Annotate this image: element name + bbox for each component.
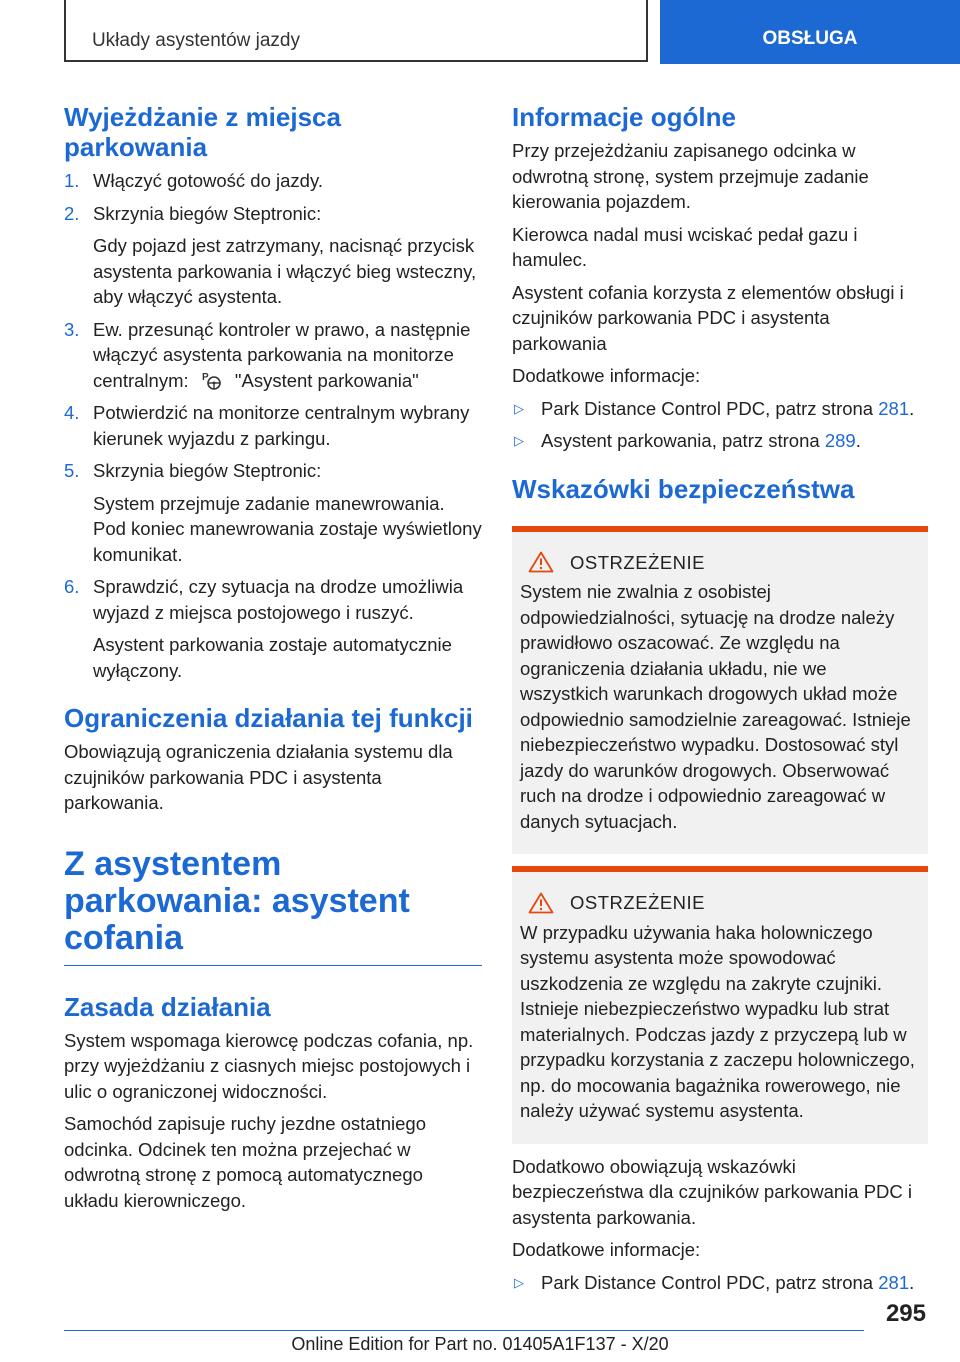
bullet-triangle-icon: ▷ xyxy=(514,400,524,416)
step-item xyxy=(64,168,482,194)
bullet-triangle-icon: ▷ xyxy=(514,1274,524,1290)
leaving-steps xyxy=(64,168,482,683)
link-text: Asystent parkowania, patrz strona xyxy=(541,430,820,451)
general-paragraph: Kierowca nadal musi wciskać pedał gazu i hamulec. xyxy=(512,223,858,270)
step-text: Ew. przesunąć kontroler w prawo, a następnie włączyć asystenta parkowania na monitorze centralnym: xyxy=(93,318,471,391)
warning-box xyxy=(512,526,928,855)
warning-text: W przypadku używania haka holowniczego systemu asystenta może spowodować uszkodzenia ze względu na zakryte czujniki. Istnieje niebezpieczeństwo wypadku lub strat materialnych. Podczas jazdy z przyczepą lub w przypadku korzystania z zaczepu holowniczego, np. do mocowania bagażnika rowerowego, nie należy używać systemu asystenta. xyxy=(520,921,915,1121)
step-item xyxy=(64,458,482,567)
step-number: 1. xyxy=(64,170,80,191)
step-subtext: Asystent parkowania zostaje automatycznie wyłączony. xyxy=(93,634,452,681)
edition-footer: Online Edition for Part no. 01405A1F137 - X/20 xyxy=(291,1334,669,1354)
main-heading: Z asystentem parkowania: asystent cofania xyxy=(64,846,482,966)
step-text: Włączyć gotowość do jazdy. xyxy=(93,170,323,191)
more-info-label: Dodatkowe informacje: xyxy=(512,1239,701,1260)
step-number: 2. xyxy=(64,202,80,224)
warning-triangle-icon xyxy=(528,551,554,573)
more-info-label: Dodatkowe informacje: xyxy=(512,365,701,386)
page-link[interactable]: 281 xyxy=(878,397,910,419)
chapter-title: Układy asystentów jazdy xyxy=(91,30,300,51)
warning-triangle-icon xyxy=(528,892,554,914)
left-column xyxy=(64,102,482,1220)
warning-box xyxy=(512,866,928,1144)
list-item xyxy=(512,428,928,454)
step-text: Sprawdzić, czy sytuacja na drodze umożliwia wyjazd z miejsca postojowego i ruszyć. xyxy=(93,576,464,623)
list-item xyxy=(512,396,928,422)
step-item xyxy=(64,574,482,683)
safety-links xyxy=(512,1270,928,1296)
page-link[interactable]: 289 xyxy=(824,430,856,451)
general-links xyxy=(512,396,928,454)
step-item xyxy=(64,201,482,310)
step-text: Potwierdzić na monitorze centralnym wybrany kierunek wyjazdu z parkingu. xyxy=(93,402,470,449)
safety-paragraph: Dodatkowo obowiązują wskazówki bezpieczeństwa dla czujników parkowania PDC i asystenta parkowania. xyxy=(512,1155,912,1228)
warning-header xyxy=(520,550,920,576)
step-text: Skrzynia biegów Steptronic: xyxy=(93,460,322,481)
svg-text:P: P xyxy=(201,371,209,383)
warning-text: System nie zwalnia z osobistej odpowiedzialności, sytuację na drodze należy prawidłowo oszacować. Ze względu na ograniczenia działania układu, nie we wszystkich warunkach drogowych układ może odpowiednio samodzielnie zareagować. Istnieje niebezpieczeństwo wypadku. Dostosować styl jazdy do warunków drogowych. Obserwować ruch na drodze i odpowiednio zareagować w danych sytuacjach. xyxy=(520,581,911,832)
parking-assistant-icon xyxy=(202,370,222,390)
warning-header xyxy=(520,890,920,916)
step-item xyxy=(64,400,482,451)
general-heading: Informacje ogólne xyxy=(512,102,736,132)
step-subtext: System przejmuje zadanie manewrowania. Pod koniec manewrowania zostaje wyświetlony komunikat. xyxy=(93,492,482,565)
warning-title: OSTRZEŻENIE xyxy=(570,551,706,573)
step-number: 5. xyxy=(64,460,80,481)
link-end: . xyxy=(909,1271,915,1293)
leaving-heading: Wyjeżdżanie z miejsca parkowania xyxy=(64,102,341,162)
step-number: 3. xyxy=(64,318,80,340)
step-subtext: Gdy pojazd jest zatrzymany, nacisnąć przycisk asystenta parkowania i włączyć bieg wsteczny, aby włączyć asystenta. xyxy=(93,235,477,307)
step-number: 4. xyxy=(64,402,80,423)
step-text-after: "Asystent parkowania" xyxy=(234,369,419,391)
link-end: . xyxy=(909,397,915,419)
step-item xyxy=(64,317,482,394)
step-text: Skrzynia biegów Steptronic: xyxy=(93,202,322,224)
link-text: Park Distance Control PDC, patrz strona xyxy=(541,397,874,419)
principle-paragraph: System wspomaga kierowcę podczas cofania, np. przy wyjeżdżaniu z ciasnych miejsc postojowych i ulic o ograniczonej widoczności. xyxy=(64,1029,474,1102)
right-column xyxy=(512,102,928,1302)
principle-paragraph: Samochód zapisuje ruchy jezdne ostatniego odcinka. Odcinek ten można przejechać w odwrotną stronę z pomocą automatycznego układu kierowniczego. xyxy=(64,1113,427,1211)
limits-text: Obowiązują ograniczenia działania systemu dla czujników parkowania PDC i asystenta parkowania. xyxy=(64,741,453,813)
footer-divider xyxy=(64,1330,864,1331)
general-paragraph: Asystent cofania korzysta z elementów obsługi i czujników parkowania PDC i asystenta parkowania xyxy=(512,281,904,354)
warning-title: OSTRZEŻENIE xyxy=(570,892,706,913)
list-item xyxy=(512,1270,928,1296)
step-number: 6. xyxy=(64,576,80,597)
section-tab[interactable]: OBSŁUGA xyxy=(660,0,960,64)
general-paragraph: Przy przejeżdżaniu zapisanego odcinka w odwrotną stronę, system przejmuje zadanie kierowania pojazdem. xyxy=(512,140,869,212)
page-number: 295 xyxy=(885,1300,926,1327)
limits-heading: Ograniczenia działania tej funkcji xyxy=(64,703,473,733)
page-link[interactable]: 281 xyxy=(878,1271,910,1293)
link-end: . xyxy=(855,430,861,451)
safety-heading: Wskazówki bezpieczeństwa xyxy=(512,473,855,504)
bullet-triangle-icon: ▷ xyxy=(514,433,524,448)
link-text: Park Distance Control PDC, patrz strona xyxy=(541,1271,874,1293)
principle-heading: Zasada działania xyxy=(64,991,271,1022)
